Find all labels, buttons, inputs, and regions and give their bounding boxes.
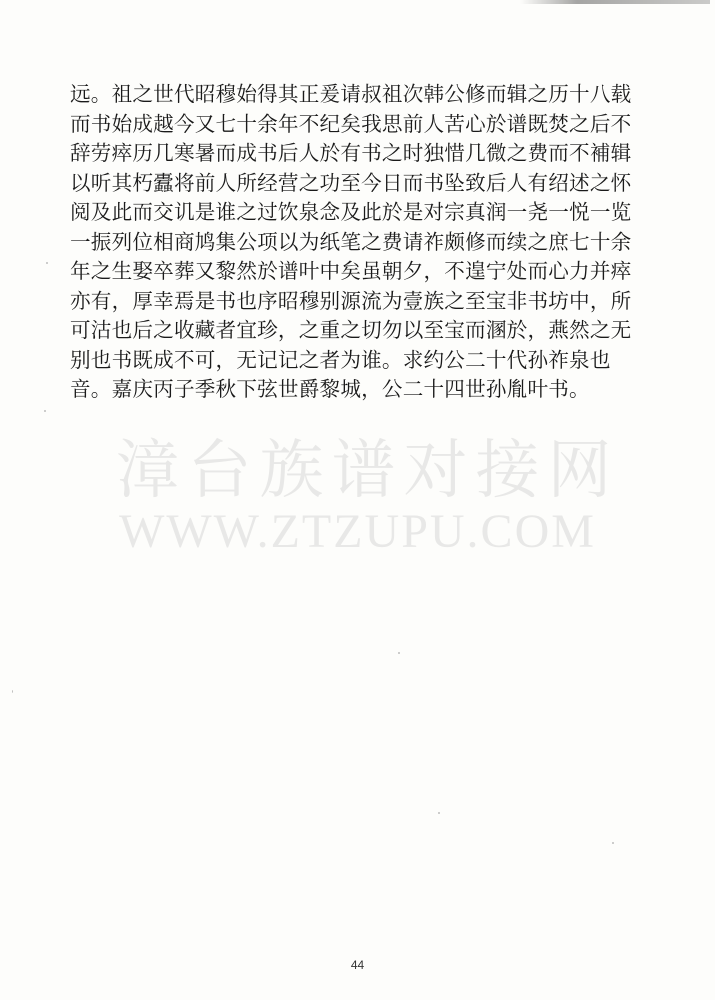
text-line: 可沽也后之收藏者宜珍，之重之切勿以至宝而溷於，燕然之无: [70, 318, 632, 342]
scan-speck: [46, 262, 48, 264]
text-line: 一振列位相商鸠集公项以为纸笔之费请祚颇修而续之庶七十余: [70, 229, 632, 254]
text-line: 音。嘉庆丙子季秋下弦世爵黎城，公二十四世孙胤叶书。: [70, 377, 590, 401]
text-line: 而书始成越今又七十余年不纪矣我思前人苦心於谱既焚之后不: [70, 111, 632, 136]
text-line: 亦有，厚幸焉是书也序昭穆别源流为壹族之至宝非书坊中，所: [70, 288, 632, 313]
scan-speck: [398, 652, 400, 654]
watermark-url: WWW.ZTZUPU.COM: [119, 505, 596, 558]
scan-speck: [612, 842, 614, 844]
text-line: 辞劳瘁历几寒暑而成书后人於有书之时独惜几微之费而不補辑: [70, 141, 632, 165]
scan-speck: [44, 410, 46, 412]
scan-speck: [12, 690, 13, 693]
body-text: [70, 80, 670, 405]
text-line: 阅及此而交讥是谁之过饮泉念及此於是对宗真润一尧一悦一览: [70, 200, 632, 224]
text-line: 年之生娶卒葬又黎然於谱叶中矣虽朝夕，不遑宁处而心力并瘁: [70, 259, 632, 283]
text-line: 远。祖之世代昭穆始得其正爰请叔祖次韩公修而辑之历十八载: [70, 82, 632, 106]
text-line: 以听其朽蠹将前人所经营之功至今日而书坠致后人有绍述之怀: [70, 170, 632, 195]
scan-speck: [438, 812, 440, 814]
watermark-chinese: 漳台族谱对接网: [115, 434, 620, 508]
page-number: 44: [350, 958, 365, 972]
text-line: 别也书既成不可，无记记之者为谁。求约公二十代孙祚泉也: [70, 347, 611, 372]
scan-edge-mark: [520, 0, 710, 4]
